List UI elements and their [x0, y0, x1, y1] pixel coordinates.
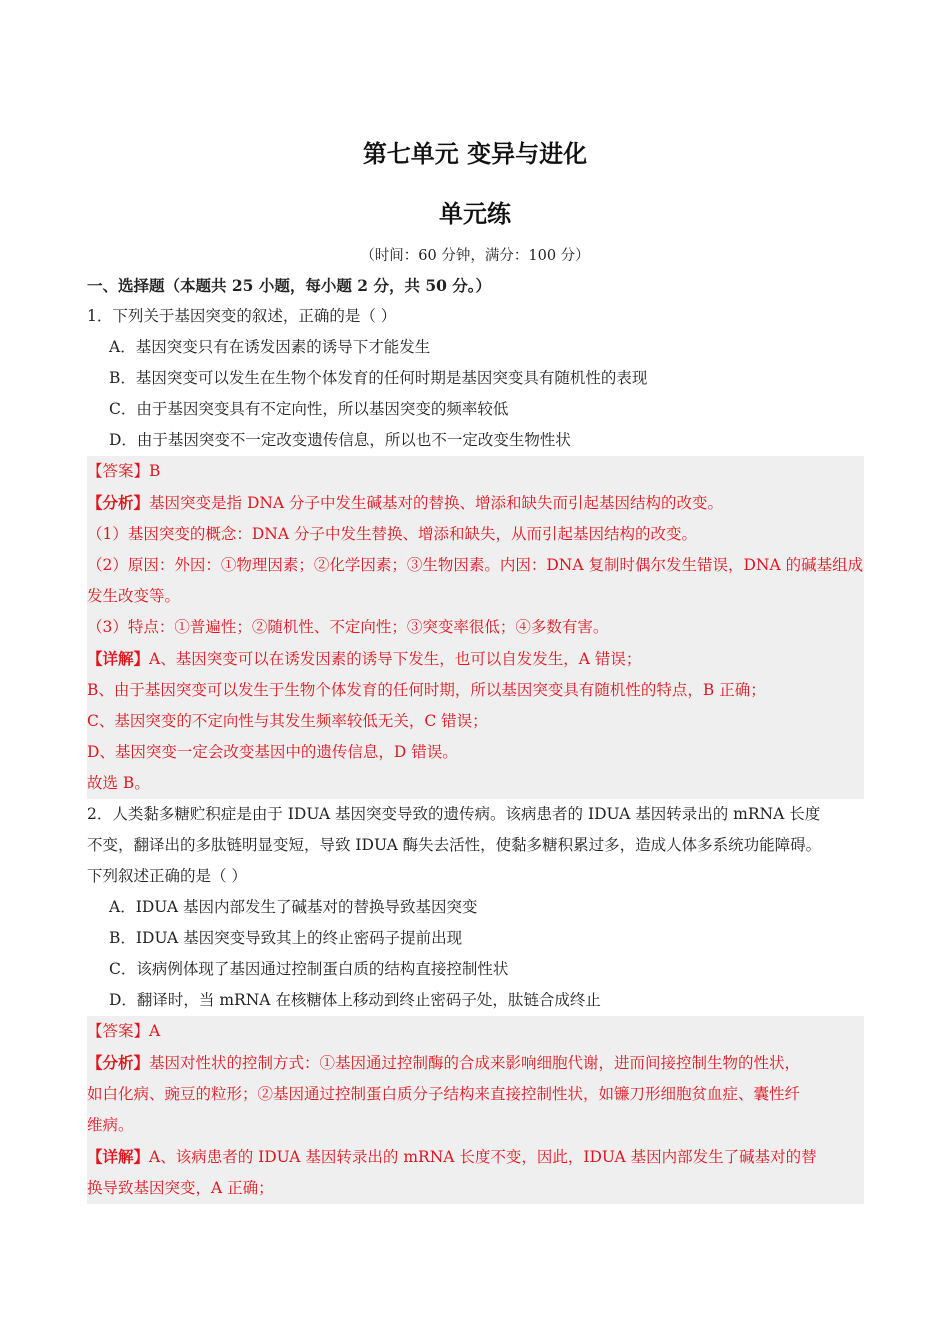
analysis-text: 基因对性状的控制方式：①基因通过控制酶的合成来影响细胞代谢，进而间接控制生物的性状， — [149, 1054, 801, 1072]
detail-line: 换导致基因突变，A 正确； — [87, 1179, 274, 1197]
analysis-line — [87, 1047, 864, 1079]
question-stem: 1．下列关于基因突变的叙述，正确的是（ ） — [87, 307, 397, 325]
answer-block — [87, 456, 864, 799]
option-b: B．IDUA 基因突变导致其上的终止密码子提前出现 — [109, 929, 463, 947]
question-stem: 2．人类黏多糖贮积症是由于 IDUA 基因突变导致的遗传病。该病患者的 IDUA 基因转录出的 mRNA 长度 — [87, 805, 821, 823]
option-a: A．IDUA 基因内部发生了碱基对的替换导致基因突变 — [109, 898, 478, 916]
analysis-line: 如白化病、豌豆的粒形；②基因通过控制蛋白质分子结构来直接控制性状，如镰刀形细胞贫血症、囊性纤 — [87, 1085, 801, 1103]
analysis-line: （3）特点：①普遍性；②随机性、不定向性；③突变率很低；④多数有害。 — [87, 618, 609, 636]
page-subtitle: 单元练 — [439, 200, 511, 228]
answer-line — [87, 456, 864, 487]
analysis-line: （2）原因：外因：①物理因素；②化学因素；③生物因素。内因：DNA 复制时偶尔发生错误，DNA 的碱基组成发生改变等。 — [87, 556, 864, 605]
detail-line: C、基因突变的不定向性与其发生频率较低无关，C 错误； — [87, 712, 488, 730]
analysis-tag: 【分析】 — [87, 493, 150, 512]
option-d: D．由于基因突变不一定改变遗传信息，所以也不一定改变生物性状 — [109, 431, 571, 449]
content — [87, 270, 864, 1204]
question-stem: 不变，翻译出的多肽链明显变短，导致 IDUA 酶失去活性，使黏多糖积累过多，造成人体多系统功能障碍。 — [87, 836, 822, 854]
detail-tag: 【详解】 — [87, 1147, 150, 1166]
option-c: C．由于基因突变具有不定向性，所以基因突变的频率较低 — [109, 400, 509, 418]
section-heading: 一、选择题（本题共 25 小题，每小题 2 分，共 50 分。） — [87, 276, 492, 295]
detail-line: D、基因突变一定会改变基因中的遗传信息，D 错误。 — [87, 743, 458, 761]
question-1 — [87, 301, 864, 799]
analysis-tag: 【分析】 — [87, 1053, 150, 1072]
option-a: A．基因突变只有在诱发因素的诱导下才能发生 — [109, 338, 431, 356]
detail-line: 故选 B。 — [87, 774, 150, 792]
analysis-line: 维病。 — [87, 1116, 134, 1134]
answer-value: A — [149, 1022, 161, 1040]
answer-line — [87, 1016, 864, 1047]
analysis-line — [87, 487, 864, 519]
option-b: B．基因突变可以发生在生物个体发育的任何时期是基因突变具有随机性的表现 — [109, 369, 648, 387]
page-title: 第七单元 变异与进化 — [362, 140, 588, 168]
detail-line: B、由于基因突变可以发生于生物个体发育的任何时期，所以基因突变具有随机性的特点，B 正确； — [87, 681, 766, 699]
detail-text: A、基因突变可以在诱发因素的诱导下发生，也可以自发发生，A 错误； — [149, 650, 642, 668]
answer-block — [87, 1016, 864, 1204]
option-c: C．该病例体现了基因通过控制蛋白质的结构直接控制性状 — [109, 960, 509, 978]
detail-tag: 【详解】 — [87, 649, 150, 668]
detail-line — [87, 1141, 864, 1173]
analysis-text: 基因突变是指 DNA 分子中发生碱基对的替换、增添和缺失而引起基因结构的改变。 — [149, 494, 724, 512]
answer-tag: 【答案】 — [87, 462, 150, 480]
detail-line — [87, 643, 864, 675]
question-stem: 下列叙述正确的是（ ） — [87, 867, 247, 885]
answer-tag: 【答案】 — [87, 1022, 150, 1040]
detail-text: A、该病患者的 IDUA 基因转录出的 mRNA 长度不变，因此，IDUA 基因内部发生了碱基对的替 — [149, 1148, 817, 1166]
exam-meta: （时间：60 分钟，满分：100 分） — [360, 248, 590, 264]
analysis-line: （1）基因突变的概念：DNA 分子中发生替换、增添和缺失，从而引起基因结构的改变。 — [87, 525, 697, 543]
question-2 — [87, 799, 864, 1204]
option-d: D．翻译时，当 mRNA 在核糖体上移动到终止密码子处，肽链合成终止 — [109, 991, 601, 1009]
answer-value: B — [149, 462, 161, 480]
